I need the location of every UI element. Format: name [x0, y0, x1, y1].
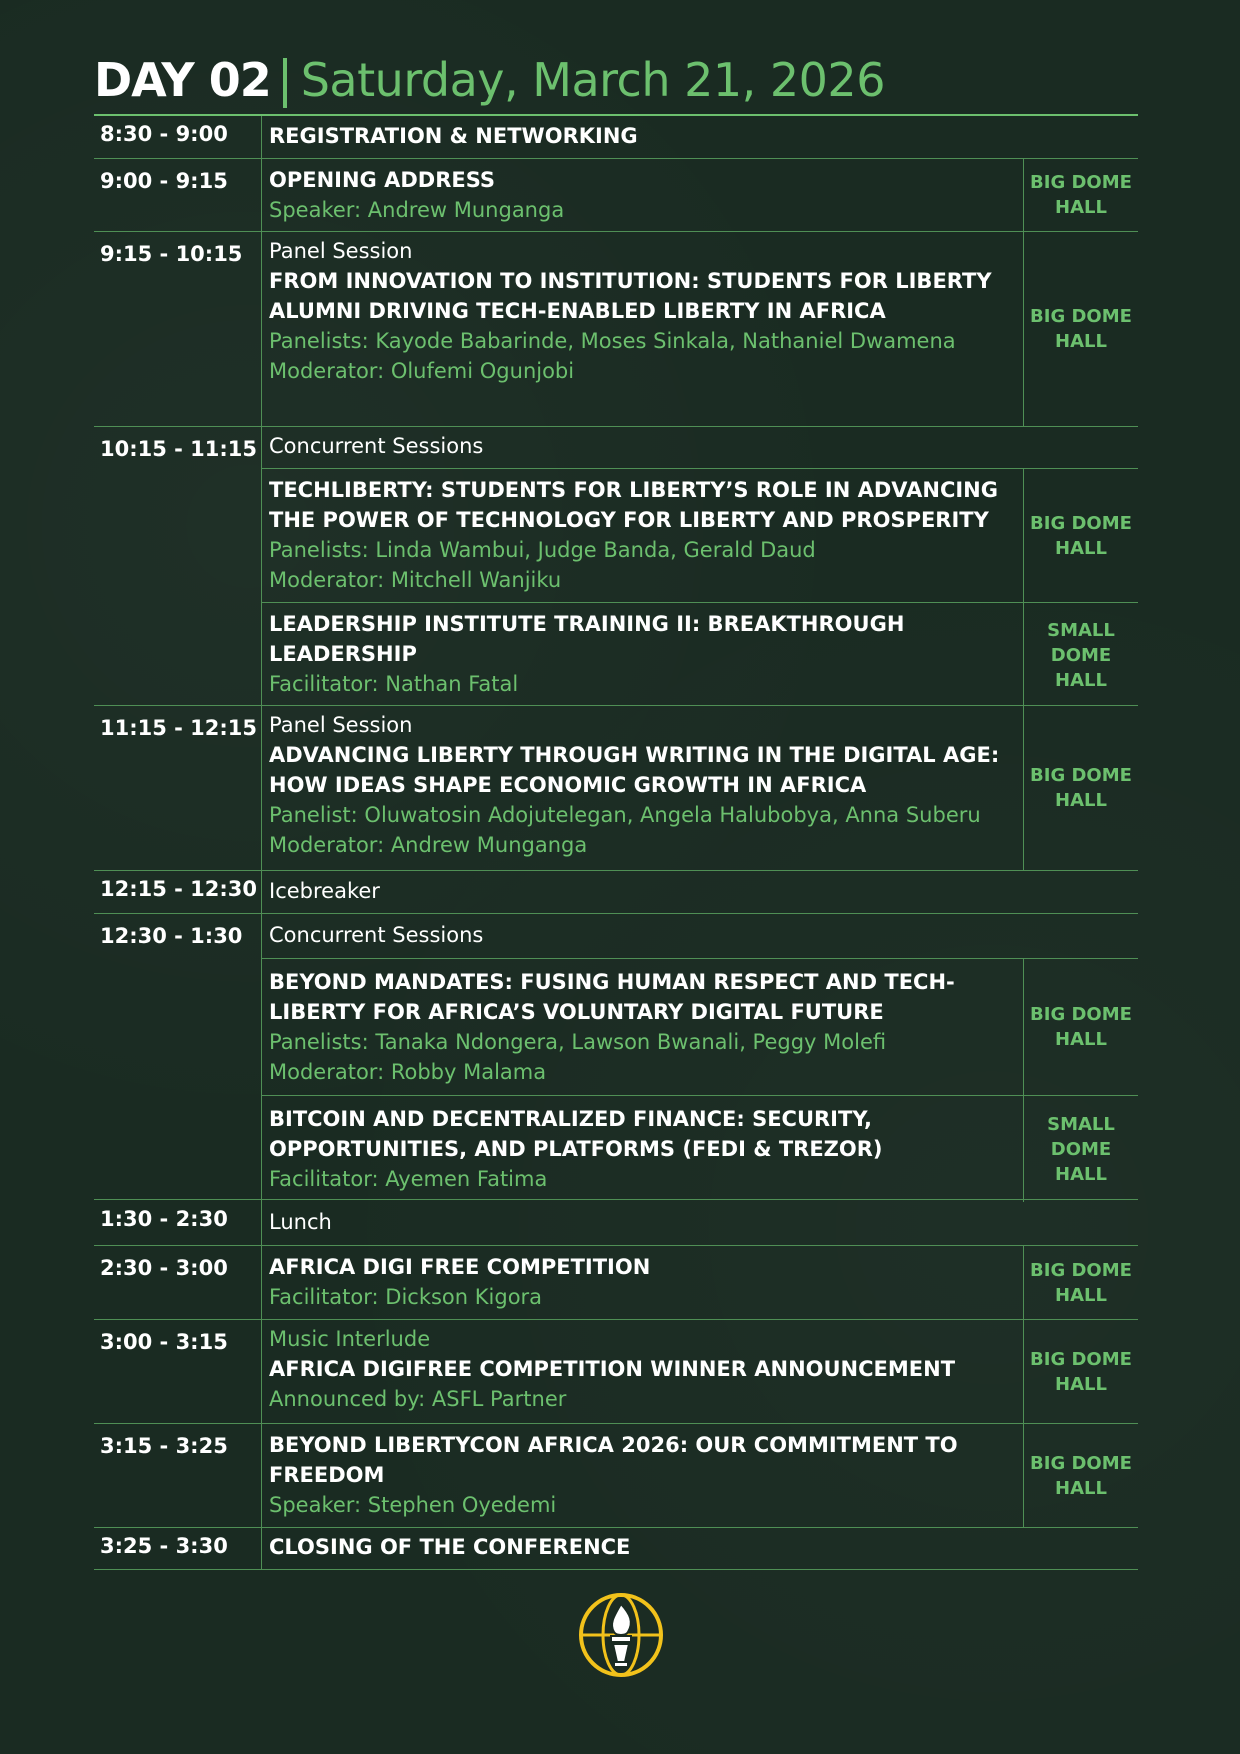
schedule-row [94, 1200, 1138, 1246]
time-slot: 3:15 - 3:25 [94, 1424, 262, 1527]
venue: BIG DOME HALL [1023, 1320, 1138, 1423]
header-divider [283, 58, 287, 108]
schedule-row [94, 159, 1138, 232]
venue: BIG DOME HALL [1023, 959, 1138, 1095]
moderator: Moderator: Olufemi Ogunjobi [269, 359, 575, 383]
schedule-row [94, 1528, 1138, 1570]
time-slot: 9:15 - 10:15 [94, 232, 262, 426]
session-type: Icebreaker [269, 879, 380, 903]
moderator: Moderator: Andrew Munganga [269, 833, 588, 857]
time-slot: 12:15 - 12:30 [94, 871, 262, 913]
panelists: Panelists: Kayode Babarinde, Moses Sinkala, Nathaniel Dwamena [269, 329, 956, 353]
session-title: REGISTRATION & NETWORKING [269, 124, 638, 148]
session-type: Lunch [269, 1210, 332, 1234]
time-slot: 3:00 - 3:15 [94, 1320, 262, 1423]
venue: BIG DOME HALL [1023, 1424, 1138, 1527]
venue: BIG DOME HALL [1023, 159, 1138, 231]
day-header [94, 50, 1138, 110]
venue: SMALL DOME HALL [1023, 603, 1138, 707]
schedule-page [94, 50, 1138, 1570]
schedule-row [94, 1246, 1138, 1320]
time-slot: 10:15 - 11:15 [94, 427, 262, 705]
schedule-row [94, 232, 1138, 427]
session-type: Panel Session [269, 713, 413, 737]
venue: BIG DOME HALL [1023, 1246, 1138, 1319]
schedule-row [94, 1320, 1138, 1424]
venue: SMALL DOME HALL [1023, 1096, 1138, 1202]
speaker: Speaker: Andrew Munganga [269, 198, 565, 222]
time-slot: 3:25 - 3:30 [94, 1528, 262, 1569]
torch-globe-icon [578, 1592, 664, 1678]
announcer: Announced by: ASFL Partner [269, 1387, 567, 1411]
panelists: Panelists: Linda Wambui, Judge Banda, Gerald Daud [269, 538, 816, 562]
session-title: ADVANCING LIBERTY THROUGH WRITING IN THE DIGITAL AGE: HOW IDEAS SHAPE ECONOMIC GROWTH IN AFRICA [269, 743, 1000, 797]
facilitator: Facilitator: Nathan Fatal [269, 672, 519, 696]
schedule-row [94, 871, 1138, 914]
schedule-row [94, 706, 1138, 871]
session-title: AFRICA DIGI FREE COMPETITION [269, 1255, 651, 1279]
schedule-row [94, 914, 1138, 1200]
panelists: Panelist: Oluwatosin Adojutelegan, Angela Halubobya, Anna Suberu [269, 803, 981, 827]
venue: BIG DOME HALL [1023, 232, 1138, 426]
session-type: Panel Session [269, 239, 413, 263]
time-slot: 1:30 - 2:30 [94, 1200, 262, 1245]
time-slot: 11:15 - 12:15 [94, 706, 262, 870]
session-type: Concurrent Sessions [269, 923, 484, 947]
moderator: Moderator: Robby Malama [269, 1060, 547, 1084]
speaker: Speaker: Stephen Oyedemi [269, 1493, 557, 1517]
facilitator: Facilitator: Ayemen Fatima [269, 1167, 548, 1191]
schedule-row [94, 427, 1138, 706]
time-slot: 9:00 - 9:15 [94, 159, 262, 231]
schedule-row [94, 1424, 1138, 1528]
panelists: Panelists: Tanaka Ndongera, Lawson Bwanali, Peggy Molefi [269, 1030, 887, 1054]
session-title: AFRICA DIGIFREE COMPETITION WINNER ANNOUNCEMENT [269, 1357, 956, 1381]
session-title: LEADERSHIP INSTITUTE TRAINING II: BREAKTHROUGH LEADERSHIP [269, 612, 905, 666]
day-label: DAY 02 [94, 53, 271, 107]
time-slot: 2:30 - 3:00 [94, 1246, 262, 1319]
venue: BIG DOME HALL [1023, 469, 1138, 602]
session-title: CLOSING OF THE CONFERENCE [269, 1535, 631, 1559]
time-slot: 12:30 - 1:30 [94, 914, 262, 1199]
session-type: Concurrent Sessions [269, 434, 484, 458]
session-title: BEYOND LIBERTYCON AFRICA 2026: OUR COMMITMENT TO FREEDOM [269, 1433, 958, 1487]
session-title: TECHLIBERTY: STUDENTS FOR LIBERTY’S ROLE IN ADVANCING THE POWER OF TECHNOLOGY FOR LIBERTY AND PROSPERITY [269, 478, 998, 532]
venue: BIG DOME HALL [1023, 706, 1138, 870]
session-title: FROM INNOVATION TO INSTITUTION: STUDENTS FOR LIBERTY ALUMNI DRIVING TECH-ENABLED LIBERTY IN AFRICA [269, 269, 992, 323]
session-title: BEYOND MANDATES: FUSING HUMAN RESPECT AND TECH-LIBERTY FOR AFRICA’S VOLUNTARY DIGITAL FUTURE [269, 970, 955, 1024]
moderator: Moderator: Mitchell Wanjiku [269, 568, 562, 592]
schedule-row [94, 116, 1138, 159]
time-slot: 8:30 - 9:00 [94, 116, 262, 158]
session-title: OPENING ADDRESS [269, 168, 496, 192]
session-title: BITCOIN AND DECENTRALIZED FINANCE: SECURITY, OPPORTUNITIES, AND PLATFORMS (FEDI & TREZOR) [269, 1107, 883, 1161]
session-type: Music Interlude [269, 1327, 431, 1351]
date-label: Saturday, March 21, 2026 [300, 53, 885, 107]
facilitator: Facilitator: Dickson Kigora [269, 1285, 543, 1309]
